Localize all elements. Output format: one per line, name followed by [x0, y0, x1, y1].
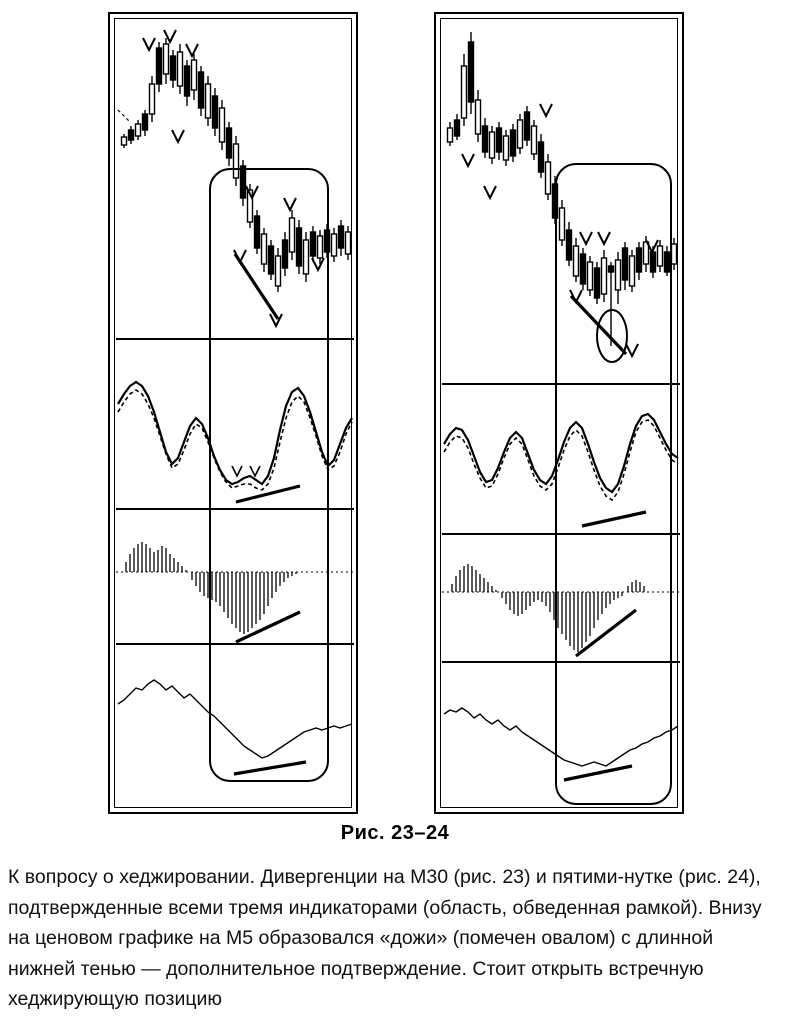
chart-panel-figure-24: [434, 12, 684, 814]
chart-figure-23: [110, 14, 360, 816]
body-paragraph-text: К вопросу о хеджировании. Дивергенции на M30 (рис. 23) и пятими-нутке (рис. 24), подтвержденные всеми тремя индикаторами (область, обведенная рамкой). Внизу на ценовом графике на M5 образовался «дожи» (помечен овалом) с длинной нижней тенью — дополнительное подтверждение. Стоит открыть встречную хеджирующую позицию: [8, 866, 762, 1010]
chart-panel-figure-23: [108, 12, 358, 814]
body-paragraph: [8, 862, 782, 1015]
figure-caption: Рис. 23–24: [340, 822, 450, 844]
chart-figure-24: [436, 14, 686, 816]
